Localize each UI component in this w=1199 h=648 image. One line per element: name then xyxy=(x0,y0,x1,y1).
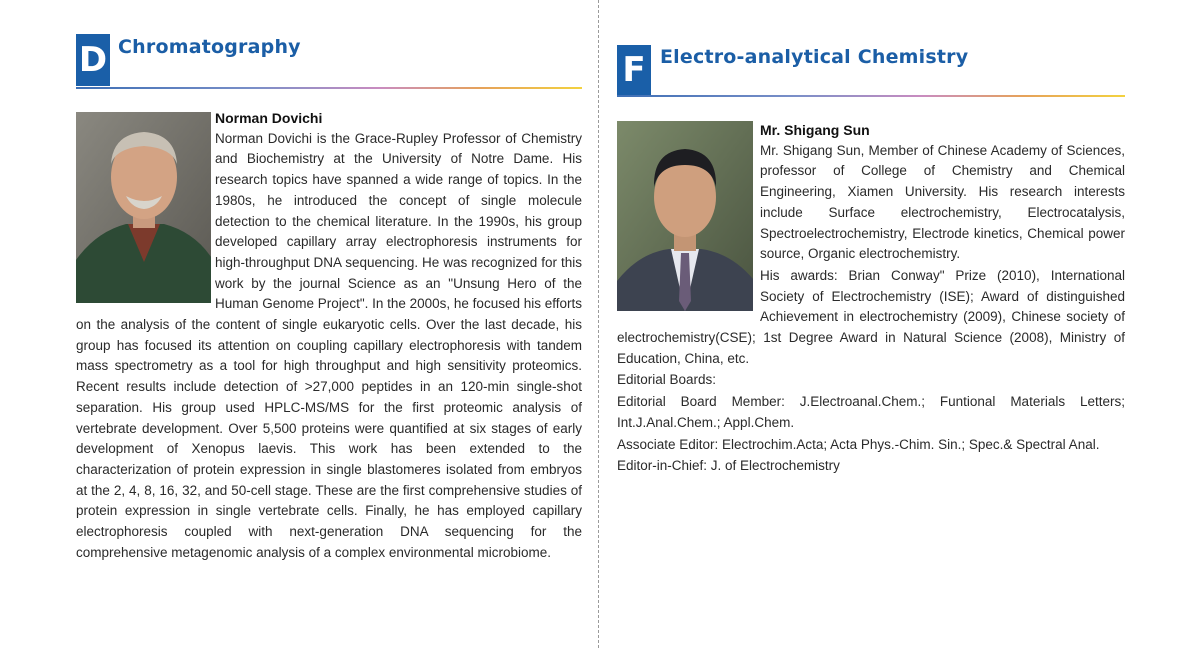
section-electroanalytical xyxy=(617,0,1125,474)
person-name: Norman Dovichi xyxy=(215,110,323,126)
editorial-boards-heading: Editorial Boards: xyxy=(617,372,717,388)
section-letter-badge: D xyxy=(76,34,110,86)
person-name: Mr. Shigang Sun xyxy=(760,122,870,138)
profile-body xyxy=(76,108,582,563)
section-letter-badge: F xyxy=(617,45,651,95)
section-title: Electro-analytical Chemistry xyxy=(660,46,969,68)
board-member-paragraph: Editorial Board Member: J.Electroanal.Chem.; Funtional Materials Letters; Int.J.Anal.Chem.; Appl.Chem. xyxy=(617,394,1125,430)
portrait-photo xyxy=(76,112,211,303)
editor-in-chief-paragraph: Editor-in-Chief: J. of Electrochemistry xyxy=(617,458,840,474)
section-header xyxy=(76,0,582,96)
bio-paragraph: Norman Dovichi is the Grace-Rupley Professor of Chemistry and Biochemistry at the University of Notre Dame. His research topics have spanned a wide range of topics. In the 1980s, he introduced the concept of single molecule detection to the chemical literature. In the 1990s, his group developed capillary array electrophoresis instruments for high-throughput DNA sequencing. He was recognized for this work by the journal Science as an "Unsung Hero of the Human Genome Project". In the 2000s, he focused his efforts on the analysis of the content of single eukaryotic cells. Over the last decade, his group has focused its attention on coupling capillary electrophoresis with tandem mass spectrometry as a tool for high throughput and high sensitivity proteomics. Recent results include detection of >27,000 peptides in an 120-min single-shot separation. His group used HPLC-MS/MS for the first proteomic analysis of vertebrate development. Over 5,500 proteins were quantified at six stages of early development of Xenopus laevis. This work has been extended to the characterization of protein expression in single blastomeres isolated from embryos at the 2, 4, 8, 16, 32, and 50-cell stage. These are the first comprehensive studies of protein expression in single vertebrate cells. Finally, he has employed capillary electrophoresis coupled with next-generation DNA sequencing for the comprehensive metagenomic analysis of a complex environmental microbiome. xyxy=(76,130,582,560)
section-header xyxy=(617,0,1125,96)
section-title: Chromatography xyxy=(118,36,301,58)
column-divider xyxy=(598,0,599,648)
section-chromatography xyxy=(76,0,582,560)
associate-editor-paragraph: Associate Editor: Electrochim.Acta; Acta Phys.-Chim. Sin.; Spec.& Spectral Anal. xyxy=(617,436,1100,452)
portrait-photo xyxy=(617,121,753,311)
awards-paragraph: His awards: Brian Conway" Prize (2010), International Society of Electrochemistry (ISE); Award of distinguished Achievement in electrochemistry (2009), Chinese society of electrochemistry(CSE); 1st Degree Award in Natural Science (2008), Ministry of Education, China, etc. xyxy=(617,267,1125,366)
profile-body xyxy=(617,120,1125,477)
bio-paragraph: Mr. Shigang Sun, Member of Chinese Academy of Sciences, professor of College of Chemistry and Chemical Engineering, Xiamen University. His research interests include Surface electrochemistry, Electrocatalysis, Spectroelectrochemistry, Electrode kinetics, Chemical power source, Organic electrochemistry. xyxy=(760,142,1125,262)
gradient-rule xyxy=(76,87,582,89)
gradient-rule xyxy=(617,95,1125,97)
